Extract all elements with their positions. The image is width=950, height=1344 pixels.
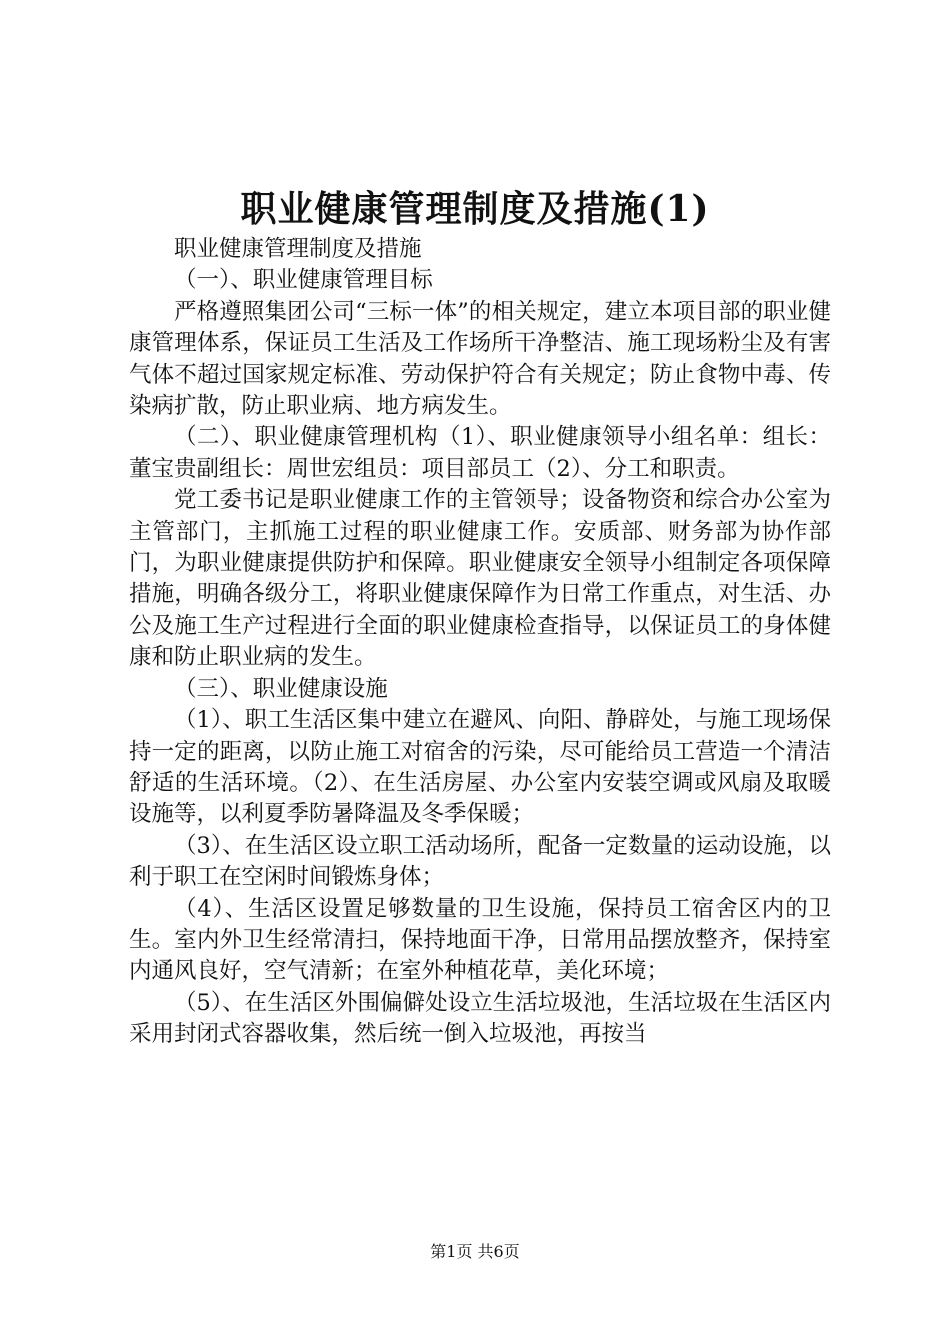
paragraph-section-2: （二）、职业健康管理机构（1）、职业健康领导小组名单：组长：董宝贵副组长：周世宏组员：项目部员工（2）、分工和职责。 <box>129 424 831 482</box>
paragraph-item-4: （4）、生活区设置足够数量的卫生设施，保持员工宿舍区内的卫生。室内外卫生经常清扫，保持地面干净，日常用品摆放整齐，保持室内通风良好，空气清新；在室外种植花草，美化环境； <box>129 895 831 985</box>
paragraph-item-3: （3）、在生活区设立职工活动场所，配备一定数量的运动设施，以利于职工在空闲时间锻炼身体； <box>129 832 831 891</box>
paragraph-item-1-2: （1）、职工生活区集中建立在避风、向阳、静辟处，与施工现场保持一定的距离，以防止施工对宿舍的污染，尽可能给员工营造一个清洁舒适的生活环境。（2）、在生活房屋、办公室内安装空调或风扇及取暖设施等，以利夏季防暑降温及冬季保暖； <box>129 707 831 828</box>
paragraph-subtitle: 职业健康管理制度及措施 <box>174 236 422 262</box>
page-footer: 第1页 共6页 <box>430 1242 520 1261</box>
paragraph-section-1-body: 严格遵照集团公司“三标一体”的相关规定，建立本项目部的职业健康管理体系，保证员工生活及工作场所干净整洁、施工现场粉尘及有害气体不超过国家规定标准、劳动保护符合有关规定；防止食物中毒、传染病扩散，防止职业病、地方病发生。 <box>129 298 831 420</box>
paragraph-section-1-heading: （一）、职业健康管理目标 <box>174 267 433 294</box>
document-body <box>129 234 831 1051</box>
paragraph-section-2-body: 党工委书记是职业健康工作的主管领导；设备物资和综合办公室为主管部门，主抓施工过程的职业健康工作。安质部、财务部为协作部门，为职业健康提供防护和保障。职业健康安全领导小组制定各项保障措施，明确各级分工，将职业健康保障作为日常工作重点，对生活、办公及施工生产过程进行全面的职业健康检查指导，以保证员工的身体健康和防止职业病的发生。 <box>129 487 831 671</box>
document-title: 职业健康管理制度及措施(1) <box>240 188 710 230</box>
paragraph-section-3-heading: （三）、职业健康设施 <box>174 675 388 702</box>
paragraph-item-5: （5）、在生活区外围偏僻处设立生活垃圾池，生活垃圾在生活区内采用封闭式容器收集，然后统一倒入垃圾池，再按当 <box>129 989 831 1048</box>
